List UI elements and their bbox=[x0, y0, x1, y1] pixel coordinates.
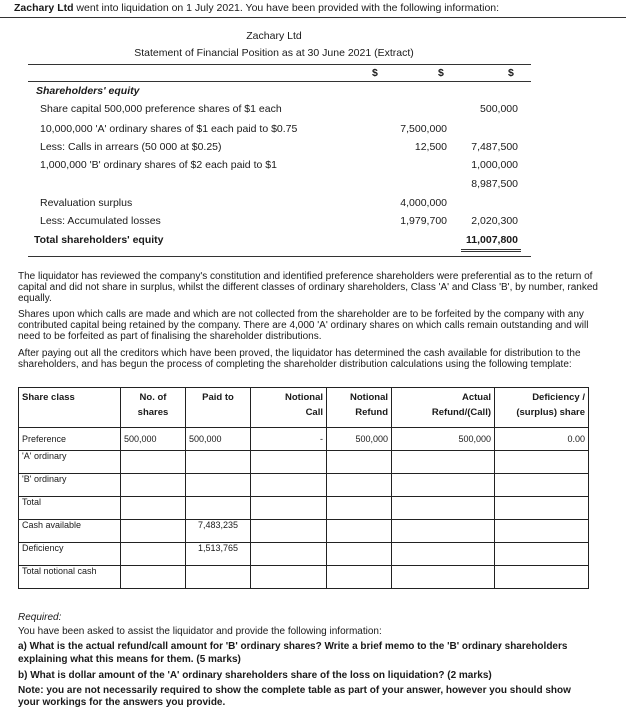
question-a-line1: a) What is the actual refund/call amount for 'B' ordinary shares? Write a brief memo to the 'B' ordinary shareholders bbox=[18, 641, 568, 652]
statement-rule-top bbox=[28, 64, 531, 65]
reserves-net: 2,020,300 bbox=[471, 215, 518, 227]
header-notional-call-line2: Call bbox=[305, 407, 323, 418]
table-cell bbox=[495, 474, 589, 497]
row-preference-call: - bbox=[251, 428, 327, 451]
ord-b-label: 1,000,000 'B' ordinary shares of $2 each paid to $1 bbox=[40, 159, 277, 171]
required-intro: You have been asked to assist the liquidator and provide the following information: bbox=[18, 626, 382, 637]
revaluation-amount: 4,000,000 bbox=[400, 197, 447, 209]
note-line1: Note: you are not necessarily required to show the complete table as part of your answer, however you should show bbox=[18, 685, 571, 696]
table-cell bbox=[251, 451, 327, 474]
header-notional-call-line1: Notional bbox=[285, 392, 323, 403]
table-cell bbox=[327, 520, 392, 543]
row-preference-refund: 500,000 bbox=[327, 428, 392, 451]
table-cell bbox=[495, 543, 589, 566]
row-ord-a-label: 'A' ordinary bbox=[19, 451, 121, 474]
header-actual-refund bbox=[392, 388, 495, 428]
ord-b-amount: 1,000,000 bbox=[471, 159, 518, 171]
calls-amount: 12,500 bbox=[414, 141, 447, 153]
table-cell bbox=[251, 497, 327, 520]
table-cell bbox=[495, 566, 589, 589]
table-cell bbox=[495, 451, 589, 474]
total-equity-label: Total shareholders' equity bbox=[34, 234, 164, 246]
table-cell bbox=[121, 474, 186, 497]
table-row bbox=[19, 474, 589, 497]
currency-col3: $ bbox=[508, 67, 514, 79]
ord-a-label: 10,000,000 'A' ordinary shares of $1 each paid to $0.75 bbox=[40, 123, 298, 135]
table-row bbox=[19, 543, 589, 566]
header-notional-call bbox=[251, 388, 327, 428]
table-row bbox=[19, 520, 589, 543]
question-b: b) What is dollar amount of the 'A' ordinary shareholders share of the loss on liquidation? (2 marks) bbox=[18, 670, 492, 681]
table-cell bbox=[251, 566, 327, 589]
table-cell bbox=[186, 451, 251, 474]
table-cell bbox=[495, 520, 589, 543]
row-cash-label: Cash available bbox=[19, 520, 121, 543]
distribution-table bbox=[18, 387, 589, 589]
shareholders-equity-heading: Shareholders' equity bbox=[36, 85, 140, 97]
table-cell bbox=[251, 543, 327, 566]
ord-a-amount: 7,500,000 bbox=[400, 123, 447, 135]
table-header-row bbox=[19, 388, 589, 428]
statement-title: Zachary Ltd bbox=[246, 30, 302, 42]
statement-rule-bottom bbox=[28, 81, 531, 82]
table-cell bbox=[121, 543, 186, 566]
statement-subtitle: Statement of Financial Position as at 30 June 2021 (Extract) bbox=[134, 47, 414, 59]
header-paid-to: Paid to bbox=[186, 388, 251, 428]
header-no-of-line1: No. of bbox=[139, 392, 167, 403]
header-actual-line1: Actual bbox=[461, 392, 491, 403]
calls-net: 7,487,500 bbox=[471, 141, 518, 153]
total-underline-2 bbox=[461, 251, 521, 252]
table-row bbox=[19, 428, 589, 451]
table-row bbox=[19, 566, 589, 589]
table-cell bbox=[121, 566, 186, 589]
row-notional-cash-label: Total notional cash bbox=[19, 566, 121, 589]
share-capital-pref-amount: 500,000 bbox=[480, 103, 518, 115]
statement-rule-end bbox=[28, 256, 531, 257]
table-cell bbox=[327, 451, 392, 474]
row-preference-paid: 500,000 bbox=[186, 428, 251, 451]
header-no-of-line2: shares bbox=[137, 407, 169, 418]
intro-text: went into liquidation on 1 July 2021. You have been provided with the following information: bbox=[73, 2, 500, 14]
intro-line bbox=[14, 2, 499, 14]
row-deficiency-amount: 1,513,765 bbox=[186, 543, 251, 566]
table-cell bbox=[186, 566, 251, 589]
header-notional-refund-line1: Notional bbox=[350, 392, 388, 403]
row-total-label: Total bbox=[19, 497, 121, 520]
table-cell bbox=[251, 474, 327, 497]
currency-col2: $ bbox=[438, 67, 444, 79]
table-cell bbox=[392, 474, 495, 497]
question-a-line2: explaining what this means for them. (5 marks) bbox=[18, 654, 241, 665]
header-deficiency bbox=[495, 388, 589, 428]
header-deficiency-line1: Deficiency / bbox=[532, 392, 585, 403]
table-cell bbox=[327, 474, 392, 497]
table-cell bbox=[121, 497, 186, 520]
paragraph-preference: The liquidator has reviewed the company's constitution and identified preference shareholders were preferential as to the return of capital and did not share in surplus, whilst the different classes of ordinary shareholders, Class 'A' and Class 'B', by number, ranked equally. bbox=[18, 271, 598, 304]
row-preference-deficiency: 0.00 bbox=[495, 428, 589, 451]
row-cash-amount: 7,483,235 bbox=[186, 520, 251, 543]
revaluation-label: Revaluation surplus bbox=[40, 197, 133, 209]
capital-subtotal: 8,987,500 bbox=[471, 178, 518, 190]
top-divider bbox=[0, 17, 626, 18]
header-share-class: Share class bbox=[19, 388, 121, 428]
table-cell bbox=[392, 497, 495, 520]
table-cell bbox=[392, 543, 495, 566]
table-cell bbox=[495, 497, 589, 520]
company-name: Zachary Ltd bbox=[14, 2, 74, 14]
currency-col1: $ bbox=[372, 67, 378, 79]
paragraph-forfeit: Shares upon which calls are made and which are not collected from the shareholder are to be forfeited by the company with any contributed capital being retained by the company. There are 4,000 'A' ordinary shares on which calls remain outstanding and will need to be forfeited as part of finalising the shareholder distributions. bbox=[18, 309, 589, 342]
header-deficiency-line2: (surplus) share bbox=[516, 407, 585, 418]
table-cell bbox=[327, 543, 392, 566]
total-equity-amount: 11,007,800 bbox=[466, 234, 518, 246]
row-ord-b-label: 'B' ordinary bbox=[19, 474, 121, 497]
share-capital-pref-label: Share capital 500,000 preference shares of $1 each bbox=[40, 103, 282, 115]
table-cell bbox=[327, 566, 392, 589]
total-underline-1 bbox=[461, 249, 521, 250]
header-no-of-shares bbox=[121, 388, 186, 428]
header-notional-refund bbox=[327, 388, 392, 428]
losses-label: Less: Accumulated losses bbox=[40, 215, 161, 227]
table-cell bbox=[186, 497, 251, 520]
table-row bbox=[19, 451, 589, 474]
paragraph-template: After paying out all the creditors which have been proved, the liquidator has determined the cash available for distribution to the shareholders, and has begun the process of completing the shareholder distribution calculations using the following template: bbox=[18, 348, 581, 370]
table-cell bbox=[392, 520, 495, 543]
calls-label: Less: Calls in arrears (50 000 at $0.25) bbox=[40, 141, 222, 153]
required-heading: Required: bbox=[18, 612, 62, 623]
row-preference-actual: 500,000 bbox=[392, 428, 495, 451]
header-notional-refund-line2: Refund bbox=[355, 407, 388, 418]
row-preference-label: Preference bbox=[19, 428, 121, 451]
losses-amount: 1,979,700 bbox=[400, 215, 447, 227]
table-cell bbox=[121, 451, 186, 474]
note-line2: your workings for the answers you provide. bbox=[18, 697, 226, 708]
header-actual-line2: Refund/(Call) bbox=[431, 407, 491, 418]
table-cell bbox=[186, 474, 251, 497]
row-deficiency-label: Deficiency bbox=[19, 543, 121, 566]
table-cell bbox=[251, 520, 327, 543]
table-cell bbox=[327, 497, 392, 520]
table-cell bbox=[121, 520, 186, 543]
table-row bbox=[19, 497, 589, 520]
table-cell bbox=[392, 451, 495, 474]
table-cell bbox=[392, 566, 495, 589]
row-preference-shares: 500,000 bbox=[121, 428, 186, 451]
